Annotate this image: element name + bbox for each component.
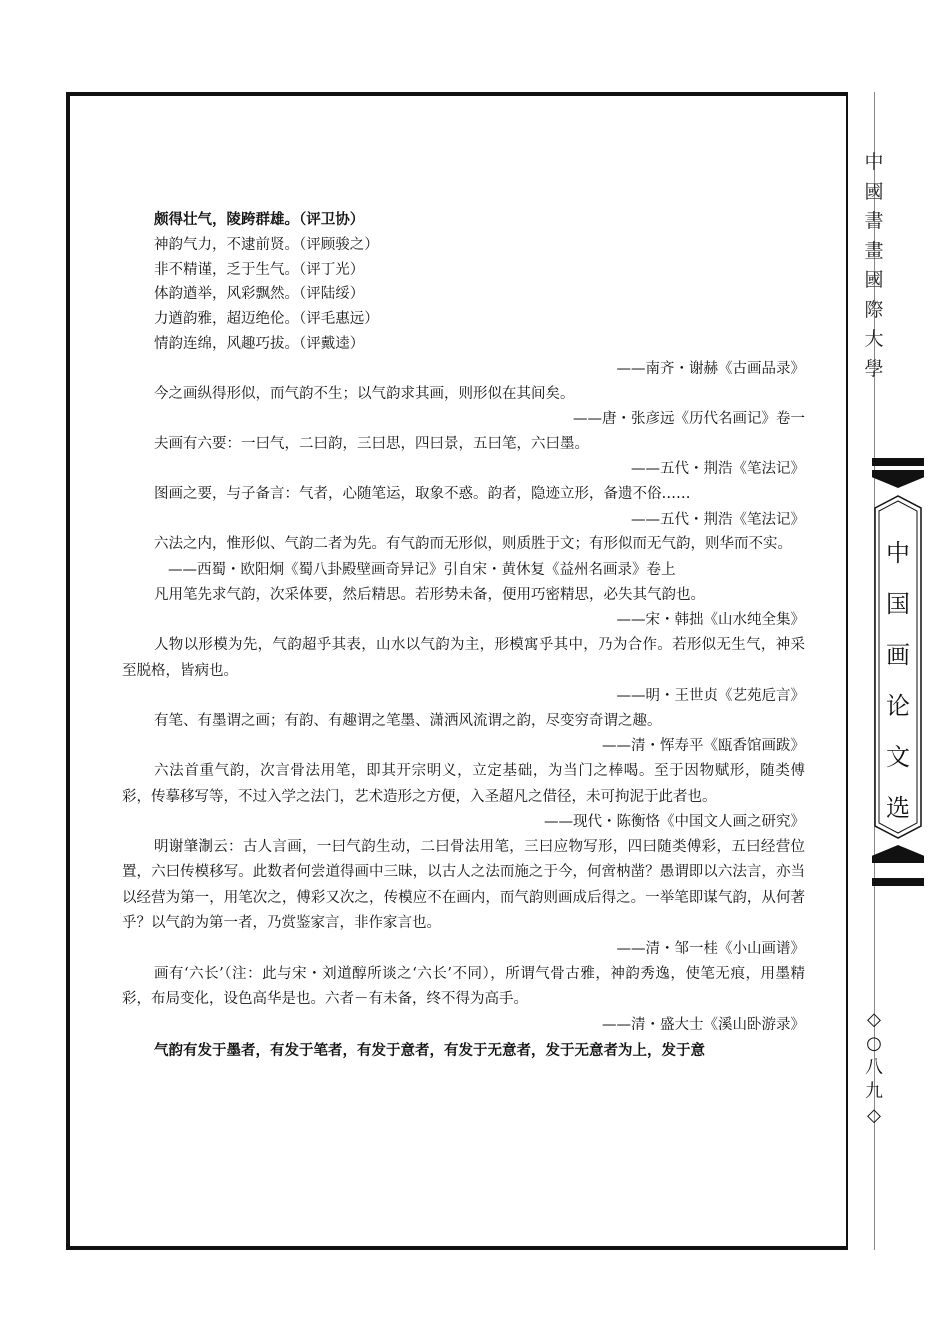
book-title-char: 论 <box>886 692 910 720</box>
quote-paragraph: 人物以形模为先，气韵超乎其表，山水以气韵为主，形模寓乎其中，乃为合作。若形似无生气，神采至脱格，皆病也。 <box>122 637 805 679</box>
side-title-char: 國 <box>864 269 884 291</box>
quote-paragraph: 凡用笔先求气韵，次采体要，然后精思。若形势未备，便用巧密精思，必失其气韵也。 <box>154 586 705 603</box>
cartouche-top-bar <box>872 458 924 466</box>
citation: ——西蜀・欧阳炯《蜀八卦殿壁画奇异记》引自宋・黄休复《益州名画录》卷上 <box>168 561 676 578</box>
citation: ——五代・荆浩《笔法记》 <box>631 461 805 478</box>
side-title-char: 際 <box>864 298 884 321</box>
citation: ——唐・张彦远《历代名画记》卷一 <box>573 411 805 428</box>
quote-paragraph: 夫画有六要：一曰气，二曰韵，三曰思，四曰景，五曰笔，六曰墨。 <box>154 435 589 452</box>
page-number-ornament: ◇ <box>867 1105 881 1126</box>
page-number-digit: 九 <box>865 1081 883 1102</box>
side-title-char: 書 <box>864 210 884 232</box>
side-title-char: 畫 <box>864 239 884 262</box>
side-title-char: 大 <box>864 328 884 350</box>
citation: ——清・恽寿平《瓯香馆画跋》 <box>602 738 805 755</box>
cartouche-bottom-bar <box>872 878 924 886</box>
citation: ——清・盛大士《溪山卧游录》 <box>602 1016 805 1033</box>
side-title <box>858 148 890 384</box>
verse-line: 体韵遒举，风彩飘然。（评陆绥） <box>154 286 365 303</box>
book-title-char: 选 <box>886 794 910 822</box>
cartouche-bottom-tab <box>872 845 924 863</box>
book-title <box>872 528 924 834</box>
quote-paragraph: 画有‘六长’（注：此与宋・刘道醇所谈之‘六长’不同），所谓气骨古雅，神韵秀逸，使笔无痕，用墨精彩，布局变化，设色高华是也。六者－有未备，终不得为高手。 <box>122 965 805 1008</box>
page-number-digit: ○ <box>866 1033 882 1054</box>
cartouche-top-tab <box>872 470 924 488</box>
quote-paragraph: 六法首重气韵，次言骨法用笔，即其开宗明义，立定基础，为当门之棒喝。至于因物赋形，随类傅彩，传摹移写等，不过入学之法门，艺术造形之方便，入圣超凡之借径，未可拘泥于此者也。 <box>122 763 805 805</box>
side-title-char: 國 <box>864 180 884 203</box>
quote-paragraph: 明谢肇淛云：古人言画，一曰气韵生动，二曰骨法用笔，三曰应物写形，四曰随类傅彩，五曰经营位置，六曰传模移写。此数者何尝道得画中三昧，以古人之法而施之于今，何啻枘凿？愚谓即以六法言，亦当以经营为第一，用笔次之，傅彩又次之，传模应不在画内，而气韵则画成后得之。一举笔即谋气韵，从何著乎？以气韵为第一者，乃赏鉴家言，非作家言也。 <box>122 838 805 932</box>
citation: ——清・邹一桂《小山画谱》 <box>616 940 805 957</box>
side-title-char: 中 <box>864 151 884 173</box>
quote-paragraph: 有笔、有墨谓之画；有韵、有趣谓之笔墨、潇洒风流谓之韵，尽变穷奇谓之趣。 <box>154 712 662 729</box>
verse-line: 颇得壮气，陵跨群雄。（评卫协） <box>154 211 365 228</box>
page-number <box>860 1008 888 1128</box>
verse-line: 非不精谨，乏于生气。（评丁光） <box>154 261 365 278</box>
book-title-char: 文 <box>886 743 910 771</box>
verse-line: 力遒韵雅，超迈绝伦。（评毛惠远） <box>154 311 379 328</box>
citation: ——现代・陈衡恪《中国文人画之研究》 <box>544 814 805 831</box>
page-number-digit: 八 <box>865 1057 883 1078</box>
citation: ——明・王世贞《艺苑卮言》 <box>616 688 805 705</box>
quote-paragraph: 图画之要，与子备言：气者，心随笔运，取象不惑。韵者，隐迹立形，备遗不俗…… <box>154 486 691 503</box>
book-title-char: 国 <box>886 590 910 618</box>
book-title-char: 画 <box>886 641 910 669</box>
citation: ——五代・荆浩《笔法记》 <box>631 511 805 528</box>
verse-line: 情韵连绵，风趣巧拔。（评戴逵） <box>154 335 365 352</box>
verse-line: 神韵气力，不逮前贤。（评顾骏之） <box>154 236 379 253</box>
page-number-ornament: ◇ <box>867 1009 881 1030</box>
quote-paragraph: 今之画纵得形似，而气韵不生；以气韵求其画，则形似在其间矣。 <box>154 385 575 402</box>
citation: ——宋・韩拙《山水纯全集》 <box>616 612 805 629</box>
book-title-char: 中 <box>886 539 910 567</box>
side-title-char: 學 <box>864 357 884 380</box>
quote-paragraph: 六法之内，惟形似、气韵二者为先。有气韵而无形似，则质胜于文；有形似而无气韵，则华而不实。 <box>154 536 792 553</box>
quote-paragraph: 气韵有发于墨者，有发于笔者，有发于意者，有发于无意者，发于无意者为上，发于意 <box>154 1041 705 1059</box>
main-text <box>122 208 805 1063</box>
frame-right-rule <box>846 92 848 1250</box>
citation: ——南齐・谢赫《古画品录》 <box>616 360 805 377</box>
